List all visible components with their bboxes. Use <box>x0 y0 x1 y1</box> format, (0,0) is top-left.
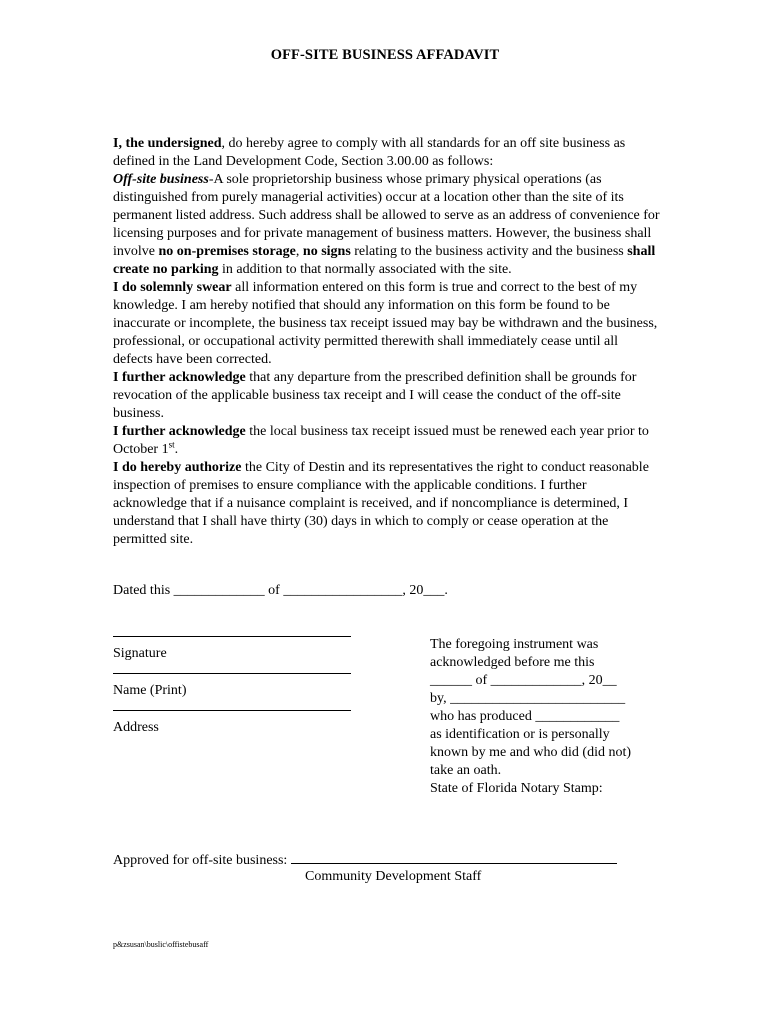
signature-block <box>113 636 353 747</box>
affidavit-body <box>113 135 661 549</box>
name-print-line[interactable] <box>113 673 351 674</box>
notary-line: as identification or is personally <box>430 727 610 742</box>
approval-row <box>113 851 617 869</box>
signature-line[interactable] <box>113 636 351 637</box>
paragraph-swear: I do solemnly swear all information entered on this form is true and correct to the best of my knowledge. I am hereby notified that should any information on this form be found to be inaccurate or incomplete, the business tax receipt issued may bay be withdrawn and the business, professional, or occupational activity permitted therewith shall immediately cease until all defects have been corrected. <box>113 280 658 367</box>
address-line[interactable] <box>113 710 351 711</box>
paragraph-acknowledge-renewal: I further acknowledge the local business tax receipt issued must be renewed each year prior to October 1st. <box>113 424 649 457</box>
dated-line[interactable]: Dated this _____________ of _________________, 20___. <box>113 583 448 598</box>
lead-undersigned: I, the undersigned <box>113 136 222 151</box>
notary-stamp-label: State of Florida Notary Stamp: <box>430 781 603 796</box>
approved-label: Approved for off-site business: <box>113 853 288 868</box>
signature-label: Signature <box>113 646 167 661</box>
notary-produced-field[interactable]: who has produced ____________ <box>430 709 620 724</box>
staff-label: Community Development Staff <box>305 869 482 884</box>
notary-block <box>430 636 660 798</box>
paragraph-acknowledge-revocation: I further acknowledge that any departure from the prescribed definition shall be grounds for revocation of the applicable business tax receipt and I will cease the conduct of the off-site business. <box>113 370 637 421</box>
paragraph-authorize: I do hereby authorize the City of Destin and its representatives the right to conduct reasonable inspection of premises to ensure compliance with the applicable conditions. I further acknowledge that if a nuisance complaint is received, and if noncompliance is determined, I understand that I shall have thirty (30) days in which to comply or cease operation at the permitted site. <box>113 460 649 547</box>
notary-date-field[interactable]: ______ of _____________, 20__ <box>430 673 617 688</box>
name-print-label: Name (Print) <box>113 683 187 698</box>
paragraph-offsite-definition: Off-site business-A sole proprietorship business whose primary physical operations (as distinguished from purely managerial activities) occur at a location other than the site of its permanent listed address. Such address shall be allowed to serve as an address of convenience for licensing purposes and for private management of business matters. However, the business shall involve no on-premises storage, no signs relating to the business activity and the business shall create no parking in addition to that normally associated with the site. <box>113 172 660 277</box>
address-label: Address <box>113 720 159 735</box>
footer-path: p&zsusan\buslic\offistebusaff <box>113 940 209 949</box>
notary-line: take an oath. <box>430 763 502 778</box>
document-title: OFF-SITE BUSINESS AFFADAVIT <box>270 47 500 63</box>
lead-offsite-business: Off-site business <box>113 172 209 187</box>
notary-line: known by me and who did (did not) <box>430 745 632 760</box>
notary-line: The foregoing instrument was <box>430 637 599 652</box>
notary-line: acknowledged before me this <box>430 655 595 670</box>
approval-signature-line[interactable] <box>291 851 617 864</box>
notary-by-field[interactable]: by, _________________________ <box>430 691 626 706</box>
paragraph-undersigned: I, the undersigned, do hereby agree to comply with all standards for an off site business as defined in the Land Development Code, Section 3.00.00 as follows: <box>113 136 626 169</box>
